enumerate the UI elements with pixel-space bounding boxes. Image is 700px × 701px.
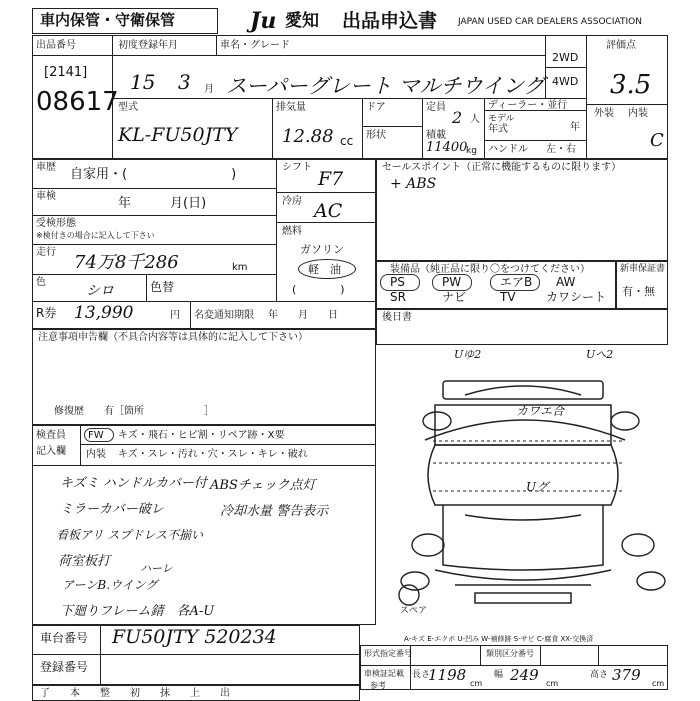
notice-value: 年 月 日 [268,310,338,321]
inspection-value: 年 月(日) [118,196,207,211]
height-unit: cm [652,679,665,688]
ac-label: 冷房 [282,196,302,207]
first-reg-label: 初度登録年月 [118,40,178,51]
equipment-item: カワシート [546,290,607,304]
footer-char: 了 [40,688,50,699]
score-value: 3.5 [610,70,652,100]
notice-label: 名変通知期限 [194,310,254,321]
shift-label: シフト [282,162,312,173]
fuel-diesel: 軽 油 [308,263,341,276]
receive-label: 受検形態 [36,218,76,229]
sales-point-value: + ABS [390,176,437,192]
lot-code: [2141] [44,65,88,80]
length-label: 長さ [412,670,431,680]
fuel-label: 燃料 [282,226,302,237]
name-grade-value: スーパーグレート マルチウイング [226,74,545,98]
recycle-label: R券 [36,306,57,320]
note-4: 冷却水量 警告表示 [220,504,329,519]
model-value: KL-FU50JTY [118,124,238,146]
model-year-label: モデル [488,114,515,124]
inspector-entry-label: 記入欄 [36,446,66,457]
chassis-label: 車台番号 [40,631,89,645]
color-label: 色 [36,277,46,288]
association-name: JAPAN USED CAR DEALERS ASSOCIATION [458,17,642,27]
shape-label: 形状 [366,130,386,141]
inspector-row2: キズ・スレ・汚れ・穴・スレ・キレ・破れ [118,449,308,460]
equipment-item: ナビ [442,290,467,304]
inspector-row1: キズ・飛石・ヒビ割・リペア跡・X要 [118,430,285,441]
chassis-value: FU50JTY 520234 [112,626,277,648]
form-title: 出品申込書 [342,10,438,32]
note-7: アーンB.ウイング [62,578,158,592]
mileage-label: 走行 [36,247,56,258]
equipment-item: TV [500,290,516,304]
color-value: シロ [86,283,114,299]
damage-legend: A-キズ E-エクボ U-凹み W-補修跡 S-サビ C-腐食 XX-交換済 [404,635,594,643]
nen-label: 年 [570,122,580,133]
ac-value: AC [314,200,343,222]
spare-label: スペア [400,606,428,616]
width-unit: cm [546,679,559,688]
history-label: 車歴 [36,162,56,173]
recycle-value: 13,990 [74,303,134,323]
load-value: 11400 [426,140,468,155]
kg-unit: kg [466,146,477,156]
footer-char: 出 [220,688,230,699]
inspector-row1-head: FW [88,430,104,441]
sales-point-box [376,159,668,261]
load-label: 積載 [426,130,446,141]
equipment-item: PS [390,275,405,289]
cert-sub-label: 車検証記載 [364,669,404,678]
drive-2wd: 2WD [552,51,579,64]
diagram-mark-4: Uグ [526,480,549,494]
note-1: キズミ ハンドルカバー付 [60,476,207,491]
height-value: 379 [612,666,641,684]
history-value: 自家用・( ) [70,167,237,182]
exterior-label: 外装 [594,108,614,119]
diagram-mark-3: カワエ合 [516,404,565,418]
equipment-label: 装備品（純正品に限り〇をつけてください） [390,264,590,275]
lot-no: 08617 [36,87,119,117]
header-left-title: 車内保管・守衛保管 [40,11,176,29]
door-label: ドア [366,102,386,113]
mileage-value: 74万8千286 [74,252,179,273]
footer-char: 整 [100,688,110,699]
equipment-item: エアB [500,275,533,289]
note-5: 看板アリ スプドレス不揃い [56,528,203,542]
after-note-label: 後日書 [382,312,412,323]
note-9: 下廻りフレーム錆 各A-U [60,604,215,619]
width-value: 249 [510,666,539,684]
footer-char: 本 [70,688,80,699]
fuel-gasoline: ガソリン [300,243,344,256]
warranty-label: 新車保証書 [620,264,666,274]
capacity-label: 定員 [426,102,446,113]
inspector-row2-head: 内装 [86,449,106,460]
height-label: 高さ [590,670,609,680]
name-grade-label: 車名・グレード [220,40,290,51]
yen-unit: 円 [170,310,180,321]
inspection-label: 車検 [36,191,56,202]
handle-options: 左・右 [546,144,576,155]
diagram-mark-2: Uへ2 [586,348,614,361]
km-unit: km [232,262,248,273]
drive-4wd: 4WD [552,75,579,88]
remarks-label: 注意事項申告欄（不具合内容等は具体的に記入して下さい） [38,332,308,343]
equipment-item: SR [390,290,406,304]
color-change-label: 色替 [150,280,175,294]
cc-unit: cc [340,134,354,148]
score-label: 評価点 [606,40,636,51]
handle-label: ハンドル [488,144,528,155]
class-label: 類別区分番号 [486,649,534,658]
capacity-value: 2 [452,108,463,127]
capacity-unit: 人 [470,114,480,125]
fuel-other: ( ) [292,283,345,296]
footer-char: 初 [130,688,140,699]
note-6: 荷室板打 [58,554,111,569]
year-model-label: 年式 [488,124,508,135]
first-reg-year: 15 [130,70,156,94]
registration-label: 登録番号 [40,660,89,674]
footer-char: 抹 [160,688,170,699]
length-unit: cm [470,679,483,688]
model-label: 型式 [118,102,138,113]
note-8: ハーレ [140,562,173,575]
interior-label: 内装 [628,108,648,119]
lot-no-label: 出品番号 [36,40,76,51]
brand-name: 愛知 [285,11,319,31]
inspector-label: 検査員 [36,430,66,441]
cert-label: 形式指定番号 [364,649,412,658]
equipment-item: PW [442,275,462,289]
width-label: 幅 [494,670,504,680]
shift-value: F7 [318,168,344,190]
note-3: ミラーカバー破レ [60,502,164,517]
after-note-box [376,309,668,345]
sales-point-label: セールスポイント（正常に機能するものに限ります） [382,162,622,173]
month-suffix: 月 [204,84,214,95]
receive-note: ※検付きの場合に記入して下さい [36,231,155,240]
equipment-item: AW [556,275,576,289]
length-value: 1198 [428,666,467,684]
interior-grade: C [650,130,664,151]
diagram-mark-1: Uゆ2 [454,348,482,361]
displacement-label: 排気量 [276,102,306,113]
ju-logo: Ju [250,8,277,34]
note-2: ABSチェック点灯 [210,478,316,493]
dealer-label: ディーラー・並行 [488,100,568,111]
first-reg-month: 3 [178,70,191,94]
footer-char: 上 [190,688,200,699]
warranty-options: 有・無 [622,285,655,298]
ref-label: 参考 [370,681,386,690]
repair-history-label: 修復歴 有［箇所 ］ [54,406,214,417]
displacement-value: 12.88 [282,126,334,147]
